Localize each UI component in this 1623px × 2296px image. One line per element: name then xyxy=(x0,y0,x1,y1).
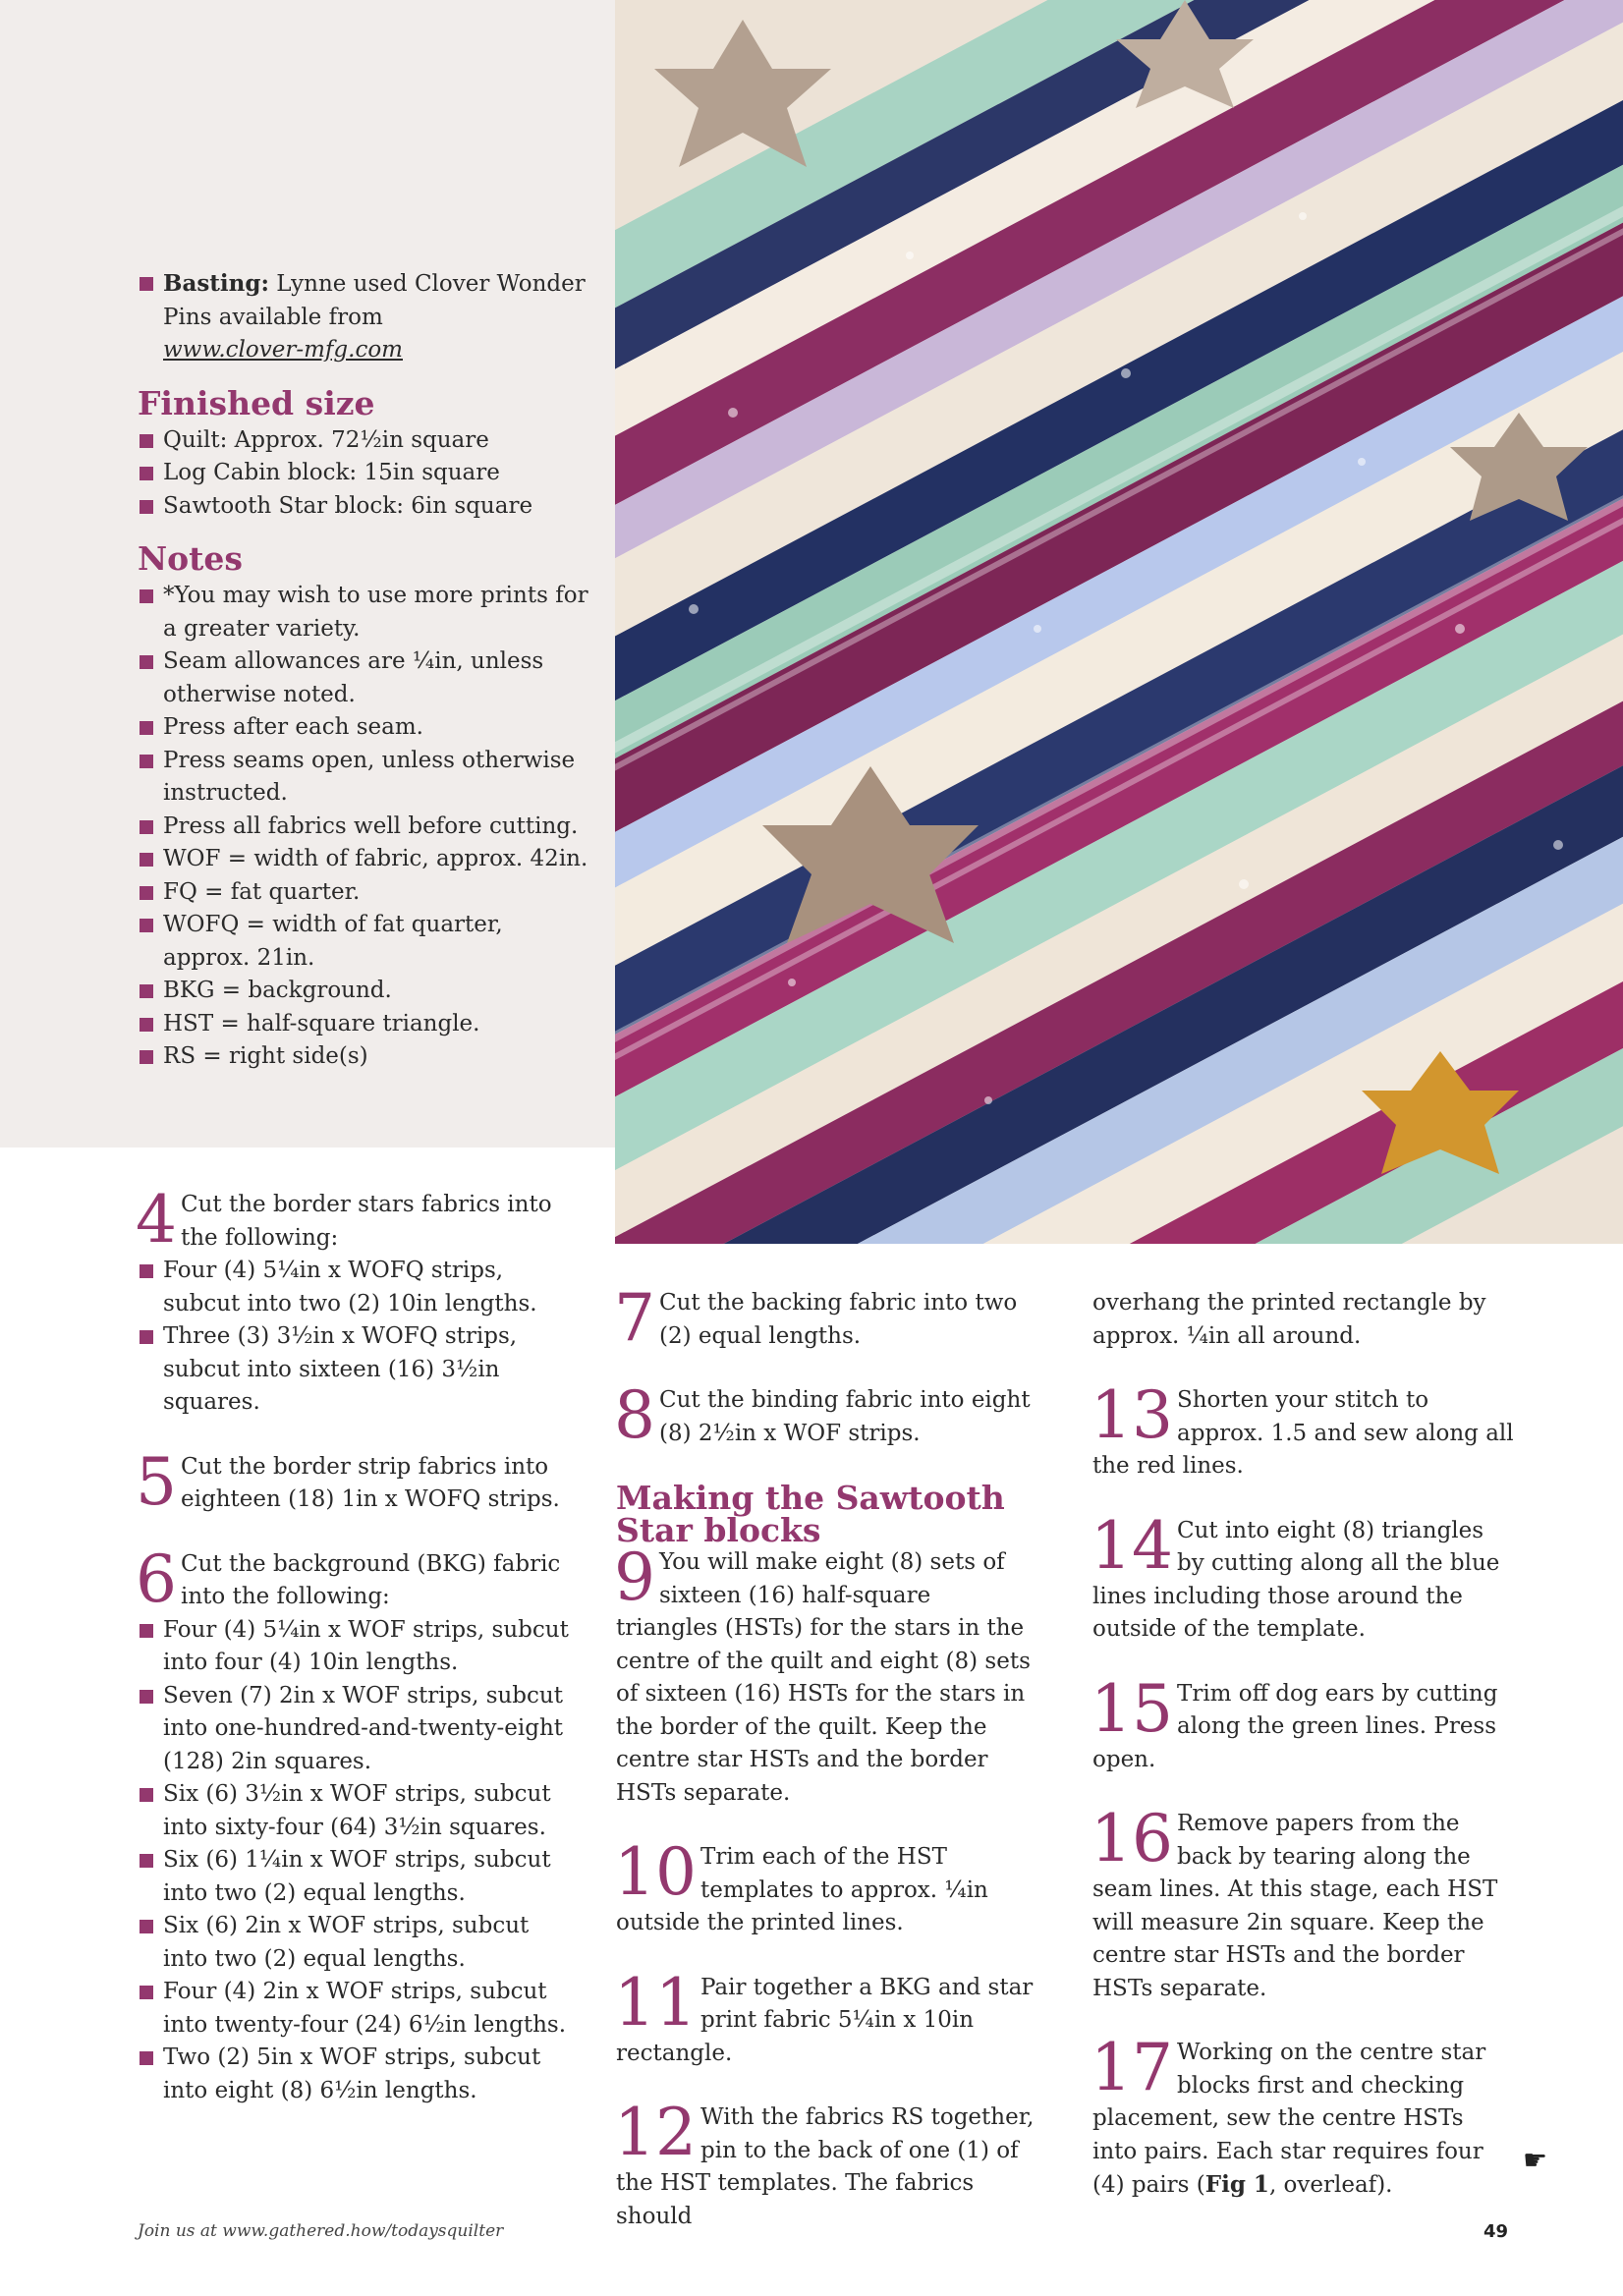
cut-item: Six (6) 3½in x WOF strips, subcut into sixty-four (64) 3½in squares. xyxy=(138,1778,570,1844)
step-number: 17 xyxy=(1091,2030,1173,2105)
cut-item: Seven (7) 2in x WOF strips, subcut into one-hundred-and-twenty-eight (128) 2in squares. xyxy=(138,1680,570,1779)
column-3 xyxy=(1092,1287,1515,2234)
cut-item: Two (2) 5in x WOF strips, subcut into eight (8) 6½in lengths. xyxy=(138,2042,570,2107)
note-item: WOF = width of fabric, approx. 42in. xyxy=(138,843,589,876)
step-text: Cut the background (BKG) fabric into the following: xyxy=(181,1550,561,1609)
step-7 xyxy=(614,1280,1038,1356)
step-number: 14 xyxy=(1091,1507,1173,1584)
note-item: WOFQ = width of fat quarter, approx. 21in. xyxy=(138,909,589,975)
figure-reference: Fig 1 xyxy=(1204,2171,1269,2198)
finished-size-item: Sawtooth Star block: 6in square xyxy=(138,490,589,524)
step-8 xyxy=(614,1377,1038,1453)
step-number: 6 xyxy=(136,1540,177,1617)
step-number: 11 xyxy=(614,1964,697,2041)
step-number: 15 xyxy=(1091,1670,1173,1747)
step-text: Trim each of the HST templates to approx. ¼in outside the printed lines. xyxy=(616,1844,988,1935)
note-item: Press all fabrics well before cutting. xyxy=(138,811,589,844)
footer-url[interactable]: Join us at www.gathered.how/todaysquilter xyxy=(138,2221,504,2241)
cut-item: Four (4) 5¼in x WOFQ strips, subcut into two (2) 10in lengths. xyxy=(138,1255,570,1320)
step-text: Cut the border stars fabrics into the following: xyxy=(181,1192,552,1251)
step-5 xyxy=(136,1443,570,1520)
note-item: BKG = background. xyxy=(138,975,589,1008)
step-number: 4 xyxy=(136,1182,177,1258)
step-17 xyxy=(1091,2030,1515,2203)
step-number: 10 xyxy=(614,1834,697,1910)
step-text: Cut the backing fabric into two (2) equal lengths. xyxy=(659,1290,1018,1349)
column-1 xyxy=(136,1182,570,2139)
clover-link[interactable]: www.clover-mfg.com xyxy=(163,337,403,363)
finished-size-item: Log Cabin block: 15in square xyxy=(138,457,589,490)
step-number: 16 xyxy=(1091,1801,1173,1876)
step-text: , overleaf). xyxy=(1268,2172,1393,2198)
finished-size-item: Quilt: Approx. 72½in square xyxy=(138,424,589,458)
basting-item xyxy=(138,267,589,367)
step-text: Cut the binding fabric into eight (8) 2½in x WOF strips. xyxy=(659,1387,1031,1446)
cut-item: Six (6) 1¼in x WOF strips, subcut into two (2) equal lengths. xyxy=(138,1844,570,1910)
step-text: Shorten your stitch to approx. 1.5 and sew along all the red lines. xyxy=(1092,1387,1514,1479)
pointing-hand-icon: ☛ xyxy=(1523,2144,1548,2176)
finished-size-heading: Finished size xyxy=(138,383,375,422)
step-text: You will make eight (8) sets of sixteen (16) half-square triangles (HSTs) for the stars in the centre of the quilt and eight (8) sets of sixteen (16) HSTs for the stars in the border of the quilt. Keep the centre star HSTs and the border HSTs separate. xyxy=(616,1549,1031,1806)
cut-item: Four (4) 5¼in x WOF strips, subcut into four (4) 10in lengths. xyxy=(138,1614,570,1680)
note-item: RS = right side(s) xyxy=(138,1040,589,1074)
note-item: FQ = fat quarter. xyxy=(138,876,589,910)
step-text: Pair together a BKG and star print fabric 5¼in x 10in rectangle. xyxy=(616,1974,1034,2066)
sidebar-content xyxy=(138,267,589,1074)
basting-label: Basting: xyxy=(163,270,269,297)
step-number: 9 xyxy=(614,1540,655,1615)
step-6 xyxy=(136,1540,570,2108)
step-number: 5 xyxy=(136,1443,177,1520)
column-2 xyxy=(614,1280,1038,2265)
step-text: Cut into eight (8) triangles by cutting along all the blue lines including those around the outside of the template. xyxy=(1092,1517,1500,1642)
step-text: Working on the centre star blocks first and checking placement, sew the centre HSTs into pairs. Each star requires four (4) pairs ( xyxy=(1092,2040,1486,2198)
page-number: 49 xyxy=(1483,2221,1509,2242)
step-number: 7 xyxy=(614,1280,655,1356)
step-14 xyxy=(1091,1507,1515,1647)
step-9 xyxy=(614,1540,1038,1810)
step-number: 13 xyxy=(1091,1377,1173,1453)
note-item: *You may wish to use more prints for a greater variety. xyxy=(138,580,589,645)
note-item: Press after each seam. xyxy=(138,711,589,745)
basting-text: Lynne used Clover Wonder Pins available from xyxy=(163,271,586,330)
cut-item: Six (6) 2in x WOF strips, subcut into two (2) equal lengths. xyxy=(138,1910,570,1976)
step-number: 8 xyxy=(614,1377,655,1453)
note-item: HST = half-square triangle. xyxy=(138,1008,589,1041)
step-12 xyxy=(614,2095,1038,2233)
step-10 xyxy=(614,1834,1038,1940)
note-item: Press seams open, unless otherwise instructed. xyxy=(138,745,589,811)
cut-item: Three (3) 3½in x WOFQ strips, subcut into sixteen (16) 3½in squares. xyxy=(138,1320,570,1420)
quilt-photo xyxy=(615,0,1623,1244)
step-4 xyxy=(136,1182,570,1420)
cut-item: Four (4) 2in x WOF strips, subcut into twenty-four (24) 6½in lengths. xyxy=(138,1976,570,2042)
step-12-continued xyxy=(1092,1287,1515,1353)
step-text: Remove papers from the back by tearing along the seam lines. At this stage, each HST will measure 2in square. Keep the centre star HSTs and the border HSTs separate. xyxy=(1092,1811,1498,2001)
note-item: Seam allowances are ¼in, unless otherwise noted. xyxy=(138,645,589,711)
step-text: Trim off dog ears by cutting along the green lines. Press open. xyxy=(1092,1680,1498,1772)
section-heading: Making the Sawtooth Star blocks xyxy=(616,1479,1005,1549)
step-13 xyxy=(1091,1377,1515,1484)
step-11 xyxy=(614,1964,1038,2071)
step-text: With the fabrics RS together, pin to the back of one (1) of the HST templates. The fabrics should xyxy=(616,2104,1035,2229)
step-text: Cut the border strip fabrics into eighteen (18) 1in x WOFQ strips. xyxy=(181,1453,560,1512)
step-15 xyxy=(1091,1670,1515,1777)
step-text: overhang the printed rectangle by approx. ¼in all around. xyxy=(1092,1290,1486,1349)
step-16 xyxy=(1091,1801,1515,2005)
notes-heading: Notes xyxy=(138,539,243,578)
step-number: 12 xyxy=(614,2095,697,2170)
